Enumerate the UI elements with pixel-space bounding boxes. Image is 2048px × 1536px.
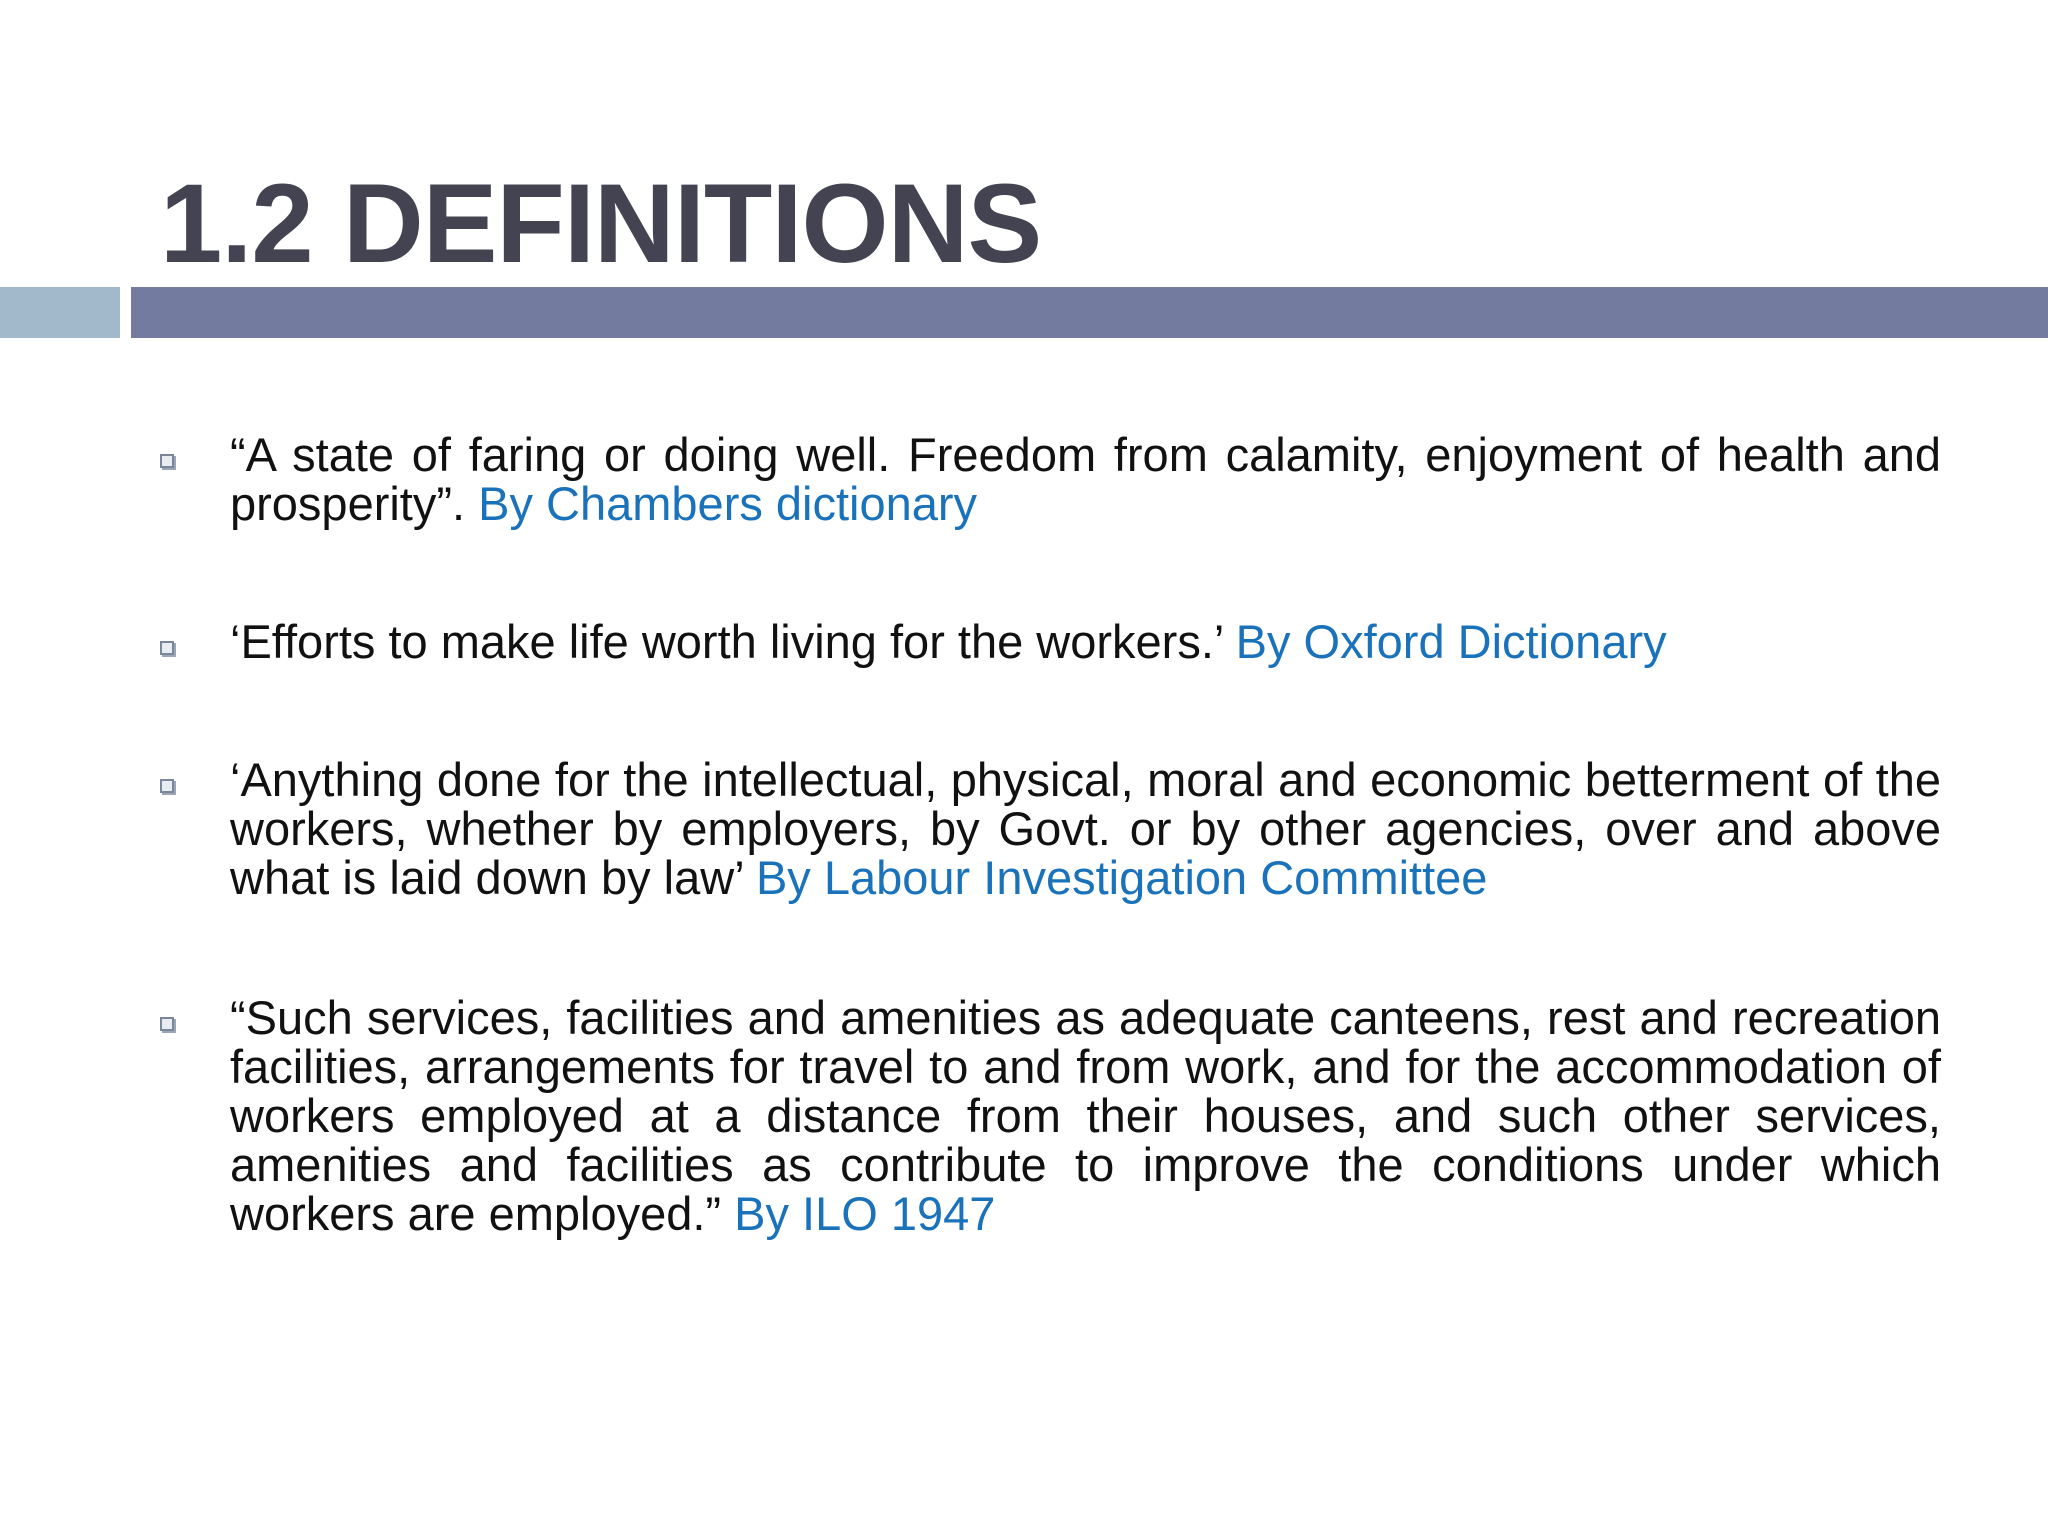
definition-source: By ILO 1947 bbox=[734, 1187, 996, 1240]
accent-bar-left bbox=[0, 287, 120, 338]
definition-text: ‘Anything done for the intellectual, physical, moral and economic betterment of the workers, whether by employers, by Govt. or by other agencies, over and above what is laid down by law’ bbox=[230, 753, 1941, 904]
definition-text: “Such services, facilities and amenities as adequate canteens, rest and recreation facilities, arrangements for travel to and from work, and for the accommodation of workers employed at a distance from their houses, and such other services, amenities and facilities as contribute to improve the conditions under which workers are employed.” bbox=[230, 991, 1941, 1240]
slide-title: 1.2 DEFINITIONS bbox=[160, 161, 1042, 286]
definition-text: “A state of faring or doing well. Freedom from calamity, enjoyment of health and prosperity”. bbox=[230, 428, 1941, 530]
accent-bar-right bbox=[131, 287, 2048, 338]
definition-source: By Chambers dictionary bbox=[478, 477, 978, 530]
definition-source: By Oxford Dictionary bbox=[1235, 615, 1667, 668]
square-bullet-icon bbox=[160, 641, 174, 655]
definition-item bbox=[158, 430, 1941, 528]
square-bullet-icon bbox=[160, 1017, 174, 1031]
definition-item bbox=[158, 617, 1941, 666]
definition-source: By Labour Investigation Committee bbox=[755, 851, 1488, 904]
definition-item bbox=[158, 755, 1941, 902]
definition-item bbox=[158, 993, 1941, 1238]
square-bullet-icon bbox=[160, 454, 174, 468]
definitions-list bbox=[158, 430, 1941, 1238]
definition-text: ‘Efforts to make life worth living for the workers.’ bbox=[230, 615, 1236, 668]
square-bullet-icon bbox=[160, 779, 174, 793]
